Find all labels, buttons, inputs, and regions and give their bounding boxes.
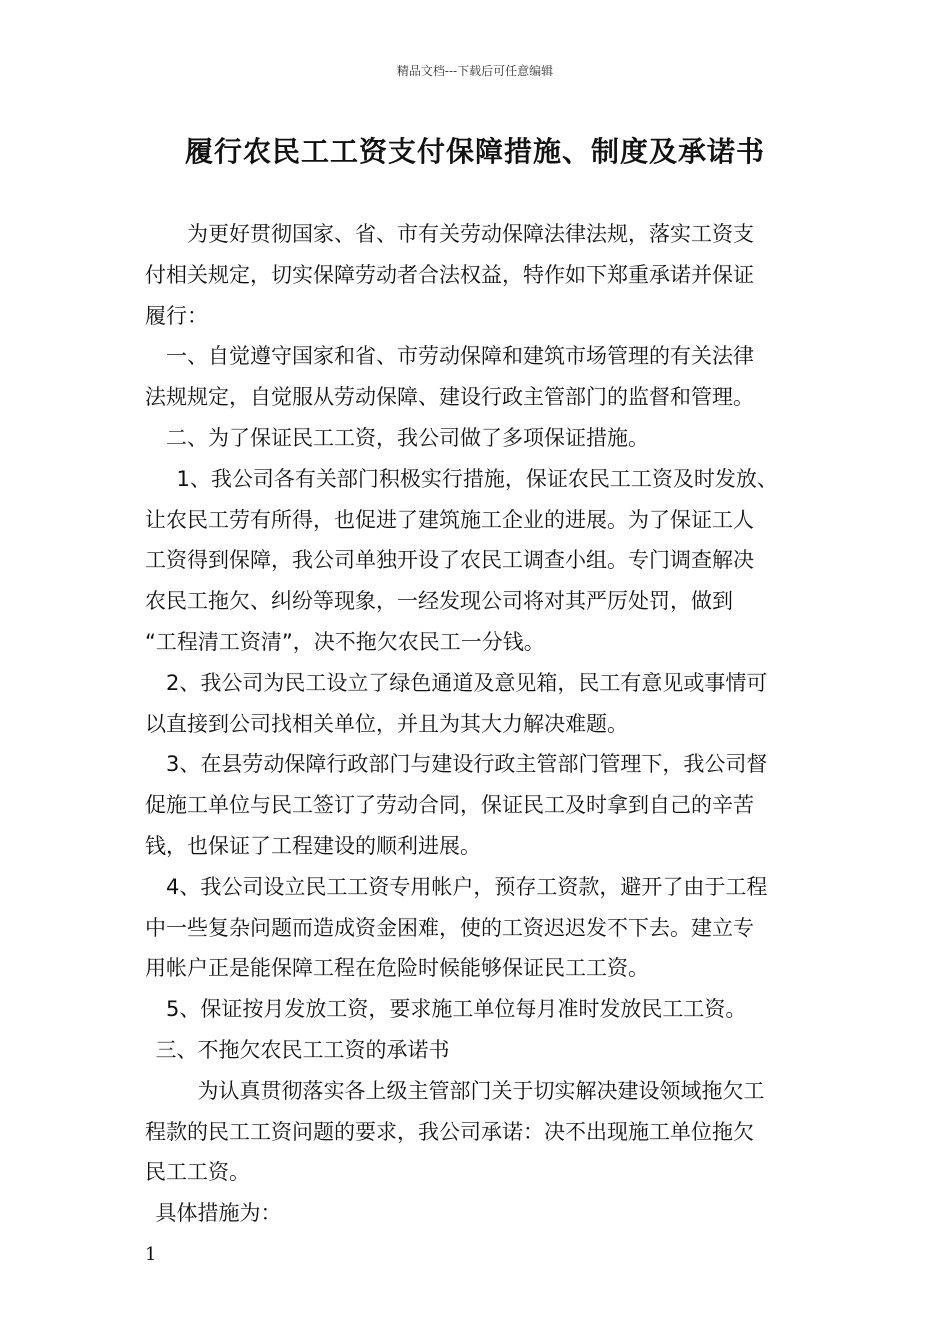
text-line: 让农民工劳有所得，也促进了建筑施工企业的进展。为了保证工人 xyxy=(145,507,754,532)
text-line: 一、自觉遵守国家和省、市劳动保障和建筑市场管理的有关法律 xyxy=(166,344,754,369)
text-line: 履行： xyxy=(145,303,208,328)
document-title: 履行农民工工资支付保障措施、制度及承诺书 xyxy=(184,135,765,168)
body-text xyxy=(145,214,820,1234)
text-line: 促施工单位与民工签订了劳动合同，保证民工及时拿到自己的辛苦 xyxy=(145,793,754,818)
text-line: 4、我公司设立民工工资专用帐户，预存工资款，避开了由于工程 xyxy=(166,874,768,899)
text-line: 钱，也保证了工程建设的顺利进展。 xyxy=(145,833,481,858)
text-line: 程款的民工工资问题的要求，我公司承诺：决不出现施工单位拖欠 xyxy=(145,1119,754,1144)
text-line: 2、我公司为民工设立了绿色通道及意见箱，民工有意见或事情可 xyxy=(166,670,768,695)
header-note: 精品文档---下载后可任意编辑 xyxy=(396,64,554,78)
text-line: 为更好贯彻国家、省、市有关劳动保障法律法规，落实工资支 xyxy=(187,222,754,246)
text-line: 1、我公司各有关部门积极实行措施，保证农民工工资及时发放、 xyxy=(176,466,778,491)
page-number: 1 xyxy=(145,1244,157,1265)
text-line: 3、在县劳动保障行政部门与建设行政主管部门管理下，我公司督 xyxy=(166,752,768,777)
text-line: 工资得到保障，我公司单独开设了农民工调查小组。专门调查解决 xyxy=(145,548,754,573)
text-line: 法规规定，自觉服从劳动保障、建设行政主管部门的监督和管理。 xyxy=(145,385,754,410)
text-line: 农民工拖欠、纠纷等现象，一经发现公司将对其严厉处罚，做到 xyxy=(145,589,733,614)
text-line: 以直接到公司找相关单位，并且为其大力解决难题。 xyxy=(145,711,628,736)
text-line: 中一些复杂问题而造成资金困难，使的工资迟迟发不下去。建立专 xyxy=(145,915,754,940)
text-line: 为认真贯彻落实各上级主管部门关于切实解决建设领域拖欠工 xyxy=(197,1078,765,1103)
text-line: 5、保证按月发放工资，要求施工单位每月准时发放民工工资。 xyxy=(166,997,747,1022)
text-line: “工程清工资清”，决不拖欠农民工一分钱。 xyxy=(145,629,545,654)
text-line: 用帐户正是能保障工程在危险时候能够保证民工工资。 xyxy=(145,956,649,981)
text-line: 民工工资。 xyxy=(145,1160,250,1185)
text-line: 二、为了保证民工工资，我公司做了多项保证措施。 xyxy=(166,425,649,450)
text-line: 具体措施为： xyxy=(155,1201,282,1226)
text-line: 三、不拖欠农民工工资的承诺书 xyxy=(155,1037,450,1062)
text-line: 付相关规定，切实保障劳动者合法权益，特作如下郑重承诺并保证 xyxy=(145,262,754,287)
